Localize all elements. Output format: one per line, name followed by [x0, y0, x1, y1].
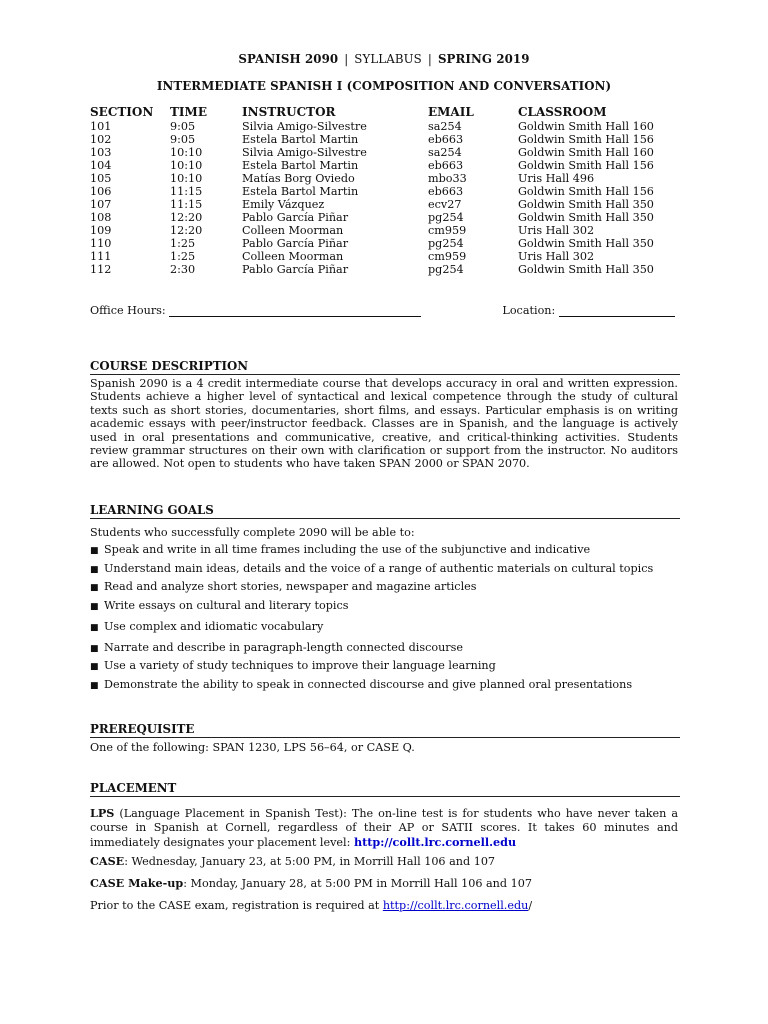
table-cell: 10:10 — [170, 172, 203, 185]
table-row — [90, 159, 678, 172]
table-cell: Goldwin Smith Hall 156 — [518, 133, 654, 146]
table-cell: 107 — [90, 198, 112, 211]
table-row — [90, 263, 678, 276]
table-row — [90, 172, 678, 185]
table-cell: Silvia Amigo-Silvestre — [242, 120, 367, 133]
column-header: TIME — [170, 105, 207, 119]
table-cell: Goldwin Smith Hall 156 — [518, 159, 654, 172]
table-cell: 2:30 — [170, 263, 196, 276]
table-cell: eb663 — [428, 185, 464, 198]
table-cell: Estela Bartol Martin — [242, 185, 359, 198]
table-cell: pg254 — [428, 263, 464, 276]
table-cell: cm959 — [428, 250, 467, 263]
table-cell: Goldwin Smith Hall 160 — [518, 120, 654, 133]
table-cell: cm959 — [428, 224, 467, 237]
list-item: ■ Understand main ideas, details and the voice of a range of authentic materials on cultural topics — [90, 562, 654, 575]
list-item: ■ Narrate and describe in paragraph-length connected discourse — [90, 641, 464, 654]
table-cell: sa254 — [428, 120, 462, 133]
list-item: ■ Demonstrate the ability to speak in connected discourse and give planned oral presentations — [90, 678, 633, 691]
table-row — [90, 198, 678, 211]
table-cell: pg254 — [428, 211, 464, 224]
table-cell: 101 — [90, 120, 112, 133]
placement-lps-paragraph — [90, 806, 678, 850]
lps-description: (Language Placement in Spanish Test): The on-line test is for students who have never taken a course in Spanish at Cornell, regardless of their AP or SATII scores. It takes 60 minutes and immediately designates your placement level: — [90, 807, 678, 849]
course-description-text: Spanish 2090 is a 4 credit intermediate course that develops accuracy in oral and written expression. Students achieve a higher level of syntactical and lexical competence through the study of cultural texts such as short stories, documentaries, short films, and essays. Particular emphasis is on writing academic essays with peer/instructor feedback. Classes are in Spanish, and the language is actively used in oral presentations and communicative, creative, and critical-thinking activities. Students review grammar structures on their own with clarification or support from the instructor. No auditors are allowed. Not open to students who have taken SPAN 2000 or SPAN 2070. — [90, 377, 678, 471]
table-cell: sa254 — [428, 146, 462, 159]
table-cell: Goldwin Smith Hall 350 — [518, 263, 654, 276]
table-cell: 10:10 — [170, 146, 203, 159]
table-cell: Uris Hall 302 — [518, 250, 595, 263]
column-header: EMAIL — [428, 105, 474, 119]
table-cell: 108 — [90, 211, 112, 224]
table-cell: Goldwin Smith Hall 350 — [518, 198, 654, 211]
table-cell: 11:15 — [170, 185, 203, 198]
table-row — [90, 211, 678, 224]
table-cell: Goldwin Smith Hall 350 — [518, 211, 654, 224]
table-cell: Matías Borg Oviedo — [242, 172, 355, 185]
table-cell: Goldwin Smith Hall 156 — [518, 185, 654, 198]
sections-table — [90, 105, 678, 276]
office-hours-label: Office Hours: — [90, 304, 166, 317]
table-cell: mbo33 — [428, 172, 467, 185]
list-item: ■ Speak and write in all time frames including the use of the subjunctive and indicative — [90, 543, 591, 556]
table-cell: 9:05 — [170, 133, 196, 146]
table-cell: eb663 — [428, 159, 464, 172]
table-cell: 112 — [90, 263, 112, 276]
registration-paragraph — [90, 899, 678, 912]
placement-heading: PLACEMENT — [90, 782, 680, 797]
case-makeup-text: : Monday, January 28, at 5:00 PM in Morrill Hall 106 and 107 — [183, 877, 532, 890]
table-cell: Goldwin Smith Hall 350 — [518, 237, 654, 250]
table-cell: 110 — [90, 237, 112, 250]
table-cell: 111 — [90, 250, 112, 263]
column-header: SECTION — [90, 105, 154, 119]
table-row — [90, 120, 678, 133]
case-label: CASE — [90, 854, 125, 868]
table-row — [90, 133, 678, 146]
table-cell: 12:20 — [170, 211, 203, 224]
table-cell: pg254 — [428, 237, 464, 250]
sections-table-body — [90, 120, 678, 276]
registration-text: Prior to the CASE exam, registration is required at — [90, 899, 383, 912]
course-description-heading: COURSE DESCRIPTION — [90, 360, 680, 375]
table-cell: Estela Bartol Martin — [242, 133, 359, 146]
table-cell: Goldwin Smith Hall 160 — [518, 146, 654, 159]
table-cell: Emily Vázquez — [242, 198, 325, 211]
table-cell: Estela Bartol Martin — [242, 159, 359, 172]
table-cell: 10:10 — [170, 159, 203, 172]
case-paragraph — [90, 855, 678, 868]
list-item: ■ Use a variety of study techniques to improve their language learning — [90, 659, 496, 672]
table-row — [90, 185, 678, 198]
table-cell: Colleen Moorman — [242, 224, 344, 237]
table-cell: 1:25 — [170, 250, 196, 263]
list-item: ■ Write essays on cultural and literary topics — [90, 599, 349, 612]
syllabus-header: SPANISH 2090 | SYLLABUS | SPRING 2019 — [238, 52, 530, 66]
table-cell: 12:20 — [170, 224, 203, 237]
prerequisite-heading: PREREQUISITE — [90, 723, 680, 738]
table-cell: 109 — [90, 224, 112, 237]
table-cell: Pablo García Piñar — [242, 211, 349, 224]
lps-label: LPS — [90, 806, 115, 820]
list-item: ■ Use complex and idiomatic vocabulary — [90, 620, 324, 633]
table-cell: eb663 — [428, 133, 464, 146]
column-header: CLASSROOM — [518, 105, 607, 119]
table-cell: 11:15 — [170, 198, 203, 211]
course-subtitle: INTERMEDIATE SPANISH I (COMPOSITION AND CONVERSATION) — [156, 79, 612, 93]
table-cell: Silvia Amigo-Silvestre — [242, 146, 367, 159]
case-text: : Wednesday, January 23, at 5:00 PM, in Morrill Hall 106 and 107 — [124, 855, 496, 868]
table-cell: 102 — [90, 133, 112, 146]
table-cell: 103 — [90, 146, 112, 159]
table-cell: Uris Hall 302 — [518, 224, 595, 237]
table-cell: 9:05 — [170, 120, 196, 133]
learning-goals-heading: LEARNING GOALS — [90, 504, 680, 519]
table-cell: ecv27 — [428, 198, 462, 211]
location-label: Location: — [502, 304, 556, 317]
table-cell: 1:25 — [170, 237, 196, 250]
table-cell: 104 — [90, 159, 112, 172]
registration-link[interactable]: http://collt.lrc.cornell.edu — [382, 899, 529, 912]
office-hours-blank[interactable] — [169, 316, 421, 317]
registration-suffix: / — [528, 899, 533, 912]
table-row — [90, 224, 678, 237]
table-cell: 106 — [90, 185, 112, 198]
column-header: INSTRUCTOR — [242, 105, 336, 119]
case-makeup-label: CASE Make-up — [90, 876, 184, 890]
course-code: SPANISH 2090 — [238, 52, 339, 66]
table-row — [90, 237, 678, 250]
learning-goals-intro: Students who successfully complete 2090 will be able to: — [90, 526, 415, 539]
lps-link[interactable]: http://collt.lrc.cornell.edu — [353, 835, 517, 849]
office-hours-row — [90, 304, 680, 317]
table-row — [90, 250, 678, 263]
location-blank[interactable] — [559, 316, 675, 317]
table-row — [90, 146, 678, 159]
table-cell: Colleen Moorman — [242, 250, 344, 263]
prerequisite-text: One of the following: SPAN 1230, LPS 56–64, or CASE Q. — [90, 741, 415, 754]
doc-type: SYLLABUS — [354, 52, 422, 66]
table-cell: Pablo García Piñar — [242, 263, 349, 276]
term: SPRING 2019 — [437, 52, 530, 66]
case-makeup-paragraph — [90, 877, 678, 890]
table-cell: 105 — [90, 172, 112, 185]
table-cell: Pablo García Piñar — [242, 237, 349, 250]
list-item: ■ Read and analyze short stories, newspaper and magazine articles — [90, 580, 477, 593]
table-header-row — [90, 105, 678, 120]
table-cell: Uris Hall 496 — [518, 172, 595, 185]
